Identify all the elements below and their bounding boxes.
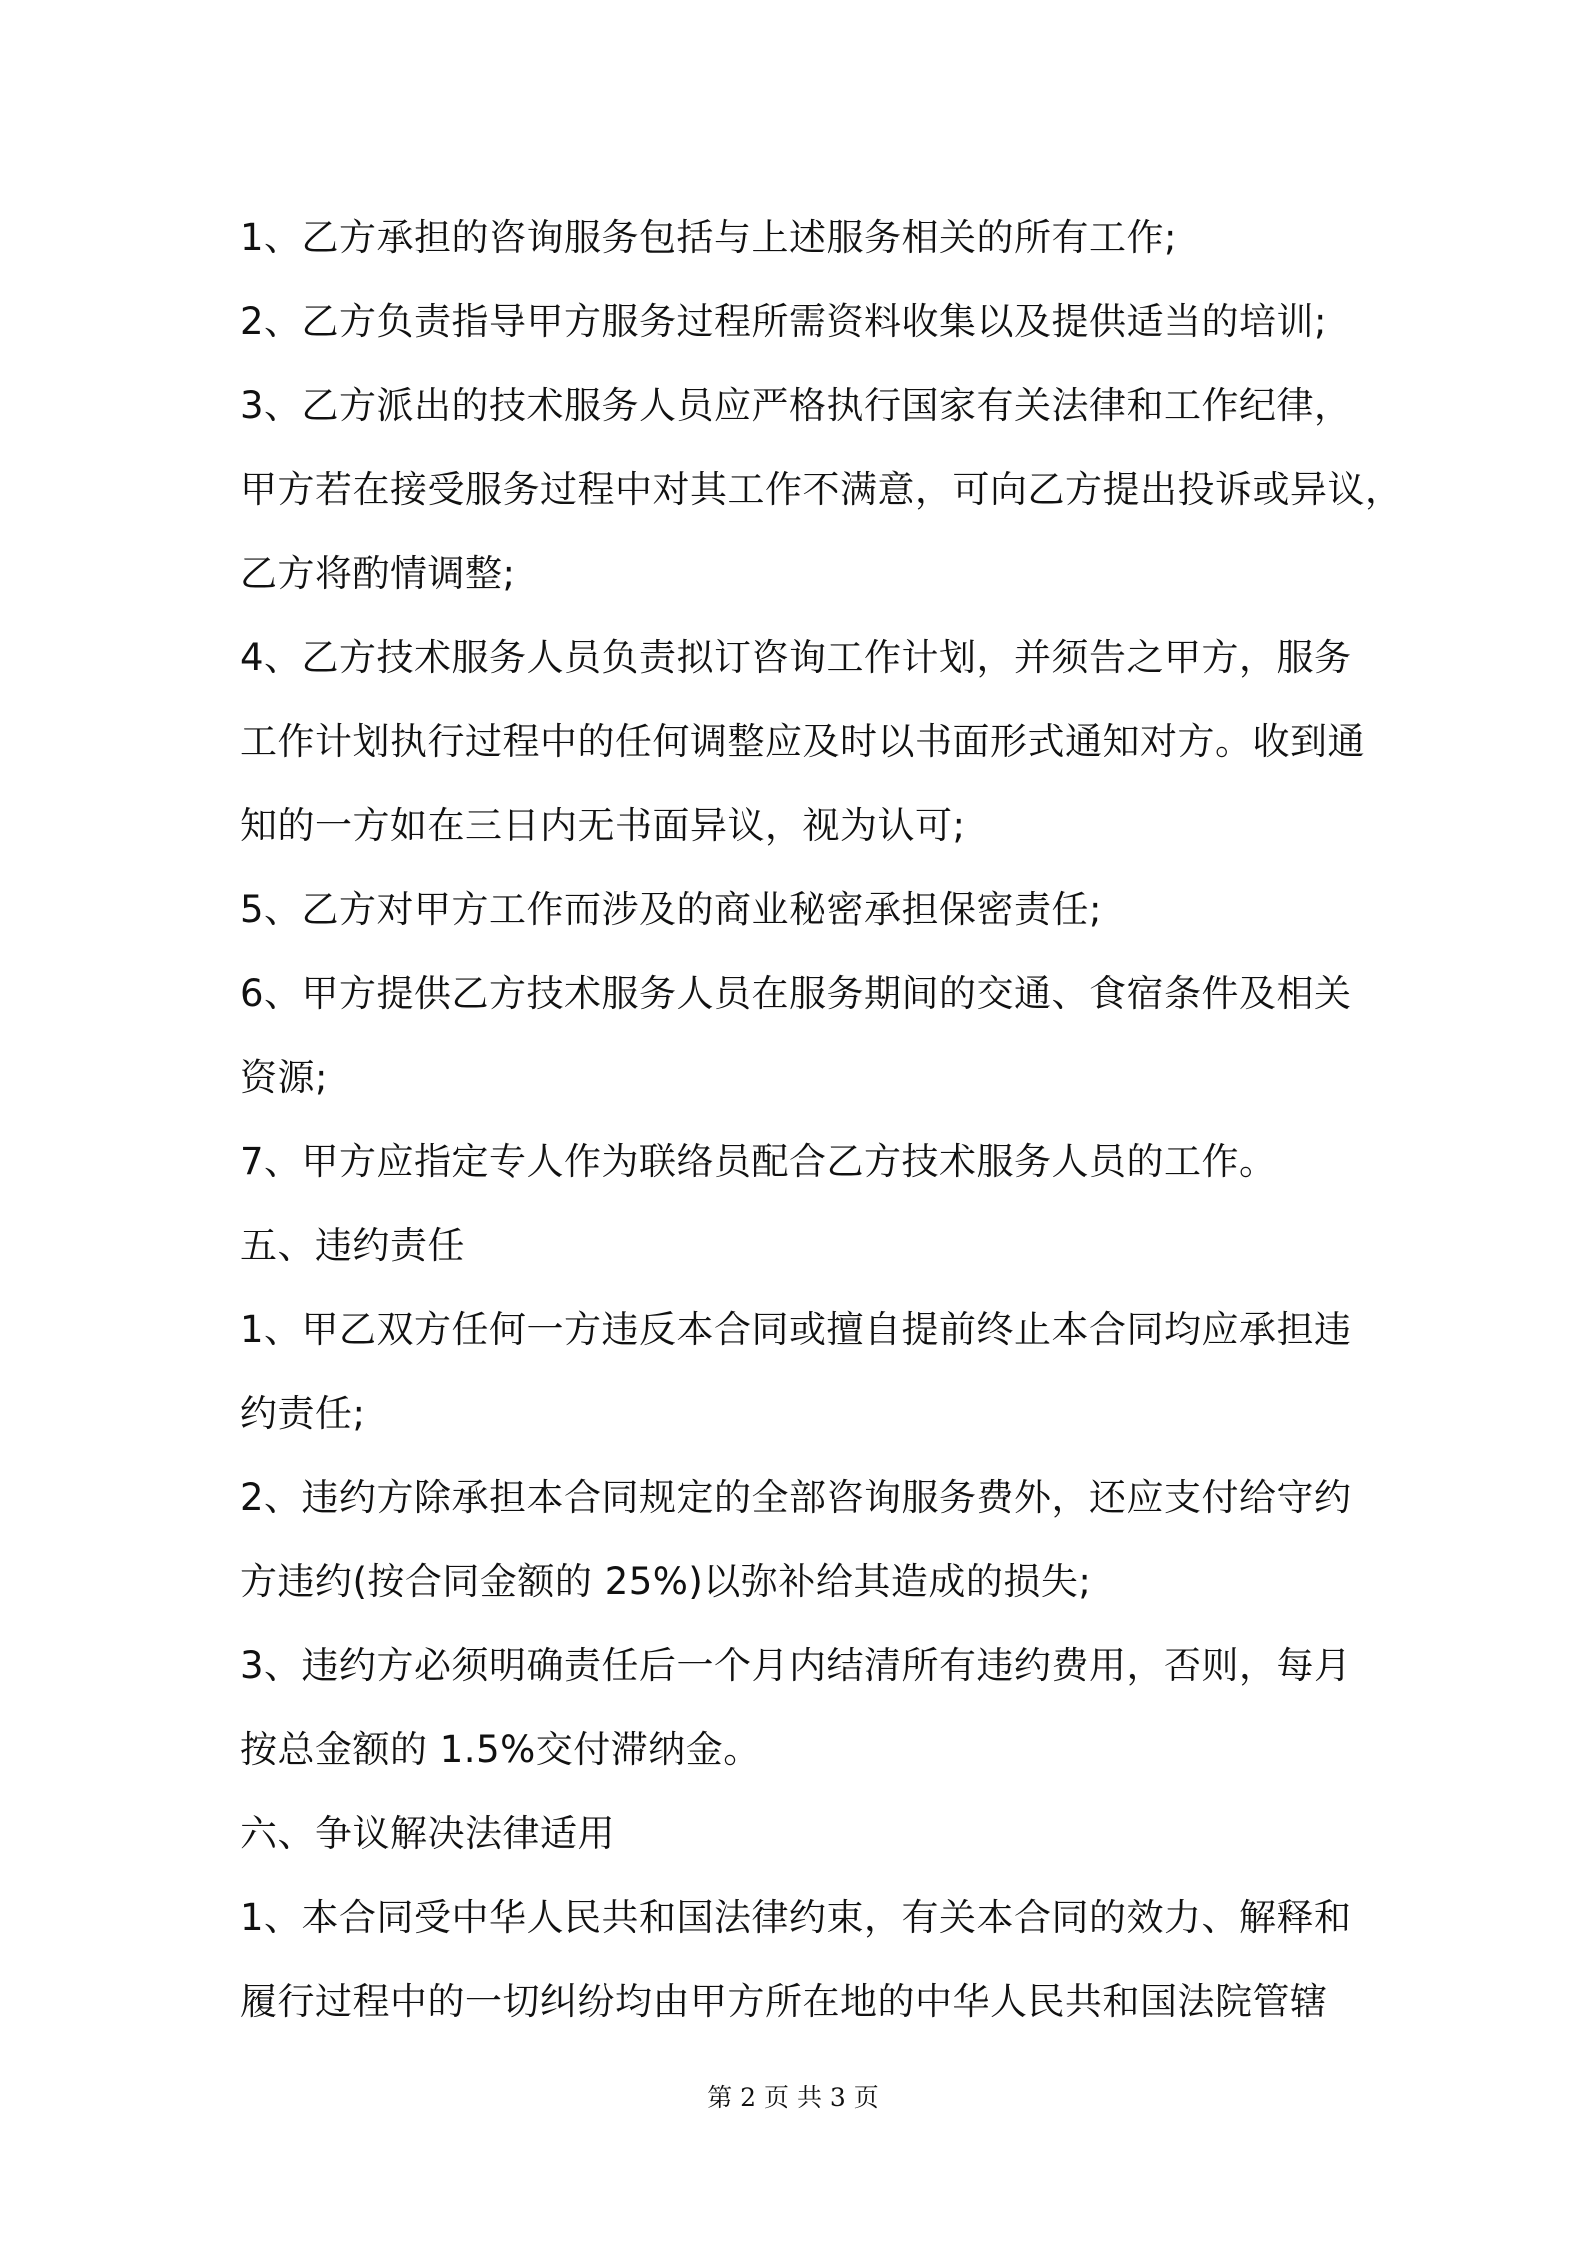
text-line: 约责任; [240, 1392, 366, 1435]
text-line: 2、乙方负责指导甲方服务过程所需资料收集以及提供适当的培训; [240, 300, 1328, 343]
text-line: 甲方若在接受服务过程中对其工作不满意，可向乙方提出投诉或异议， [240, 468, 1403, 511]
text-line: 5、乙方对甲方工作而涉及的商业秘密承担保密责任; [240, 888, 1103, 931]
text-line: 方违约(按合同金额的 25%)以弥补给其造成的损失; [240, 1560, 1092, 1603]
document-body [240, 196, 1403, 2044]
text-line: 7、甲方应指定专人作为联络员配合乙方技术服务人员的工作。 [240, 1140, 1277, 1183]
text-line: 1、本合同受中华人民共和国法律约束，有关本合同的效力、解释和 [240, 1896, 1352, 1939]
text-line: 按总金额的 1.5%交付滞纳金。 [240, 1728, 761, 1771]
text-line: 3、违约方必须明确责任后一个月内结清所有违约费用，否则，每月 [240, 1644, 1352, 1687]
text-line: 工作计划执行过程中的任何调整应及时以书面形式通知对方。收到通 [240, 720, 1365, 763]
section-heading: 五、违约责任 [240, 1224, 465, 1267]
text-line: 2、违约方除承担本合同规定的全部咨询服务费外，还应支付给守约 [240, 1476, 1352, 1519]
text-line: 1、乙方承担的咨询服务包括与上述服务相关的所有工作; [240, 216, 1178, 259]
text-line: 4、乙方技术服务人员负责拟订咨询工作计划，并须告之甲方，服务 [240, 636, 1352, 679]
text-line: 履行过程中的一切纠纷均由甲方所在地的中华人民共和国法院管辖 [240, 1980, 1328, 2023]
text-line: 资源; [240, 1056, 328, 1099]
page-number: 第 2 页 共 3 页 [707, 2083, 879, 2112]
text-line: 1、甲乙双方任何一方违反本合同或擅自提前终止本合同均应承担违 [240, 1308, 1352, 1351]
text-line: 乙方将酌情调整; [240, 552, 516, 595]
text-line: 6、甲方提供乙方技术服务人员在服务期间的交通、食宿条件及相关 [240, 972, 1352, 1015]
section-heading: 六、争议解决法律适用 [240, 1812, 615, 1855]
text-line: 3、乙方派出的技术服务人员应严格执行国家有关法律和工作纪律， [240, 384, 1352, 427]
text-line: 知的一方如在三日内无书面异议，视为认可; [240, 804, 966, 847]
